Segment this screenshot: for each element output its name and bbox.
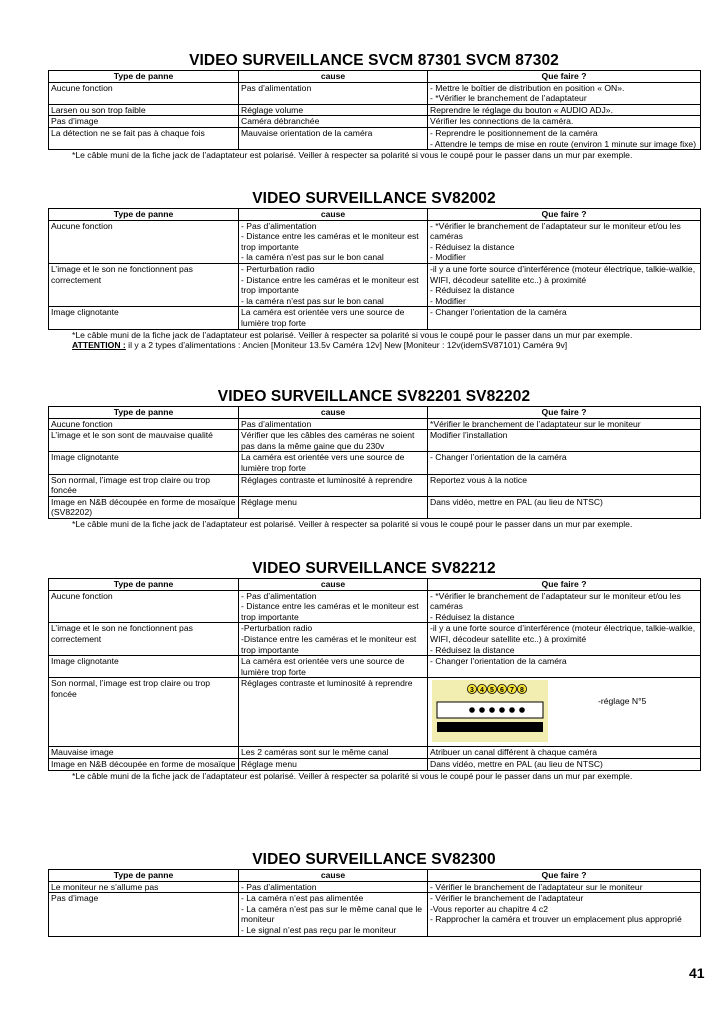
cell-line: -Distance entre les caméras et le moniteur est trop importante (241, 633, 419, 655)
action-cell (428, 758, 701, 770)
table-row (49, 590, 701, 623)
cause-cell (239, 496, 428, 518)
cell-line: - Vérifier le branchement de l’adaptateur sur le moniteur (430, 881, 643, 892)
polarity-note: *Le câble muni de la fiche jack de l’adaptateur est polarisé. Veiller à respecter sa polarité si vous le coupé pour le passer dans un mur par exemple. (72, 150, 633, 161)
action-cell (428, 82, 701, 104)
section-title: VIDEO SURVEILLANCE SV82002 (252, 190, 496, 207)
dip-number-label: 6 (500, 687, 504, 695)
fault-cell (49, 430, 239, 452)
cell-line: Vérifier que les câbles des caméras ne soient pas dans la même gaine que du 230v (241, 430, 417, 451)
fault-cell (49, 116, 239, 128)
polarity-note: *Le câble muni de la fiche jack de l’adaptateur est polarisé. Veiller à respecter sa polarité si vous le coupé pour le passer dans un mur par exemple. (72, 329, 633, 340)
header-cause: cause (239, 209, 428, 221)
cell-line: Aucune fonction (51, 590, 113, 601)
table-row (49, 82, 701, 104)
cause-cell (239, 590, 428, 623)
header-type: Type de panne (49, 71, 239, 83)
cell-line: - Mettre le boîtier de distribution en position « ON». (430, 82, 625, 93)
cell-line: La détection ne se fait pas à chaque fois (51, 127, 205, 138)
cell-line: L’image et le son sont de mauvaise qualité (51, 430, 213, 441)
cell-line: Réglage menu (241, 496, 297, 507)
fault-cell (49, 881, 239, 893)
dip-switch-dot (489, 708, 495, 714)
cell-line: Modifier l’installation (430, 430, 508, 441)
cell-line: Dans vidéo, mettre en PAL (au lieu de NTSC) (430, 758, 603, 769)
cause-cell (239, 263, 428, 306)
dip-base-bar (437, 722, 543, 732)
cell-line: - Distance entre les caméras et le moniteur est trop importante (241, 274, 422, 296)
table-row (49, 496, 701, 518)
cell-line: - Réduisez la distance (430, 241, 515, 252)
table-header-row (49, 71, 701, 83)
cell-line: - Le signal n’est pas reçu par le moniteur (241, 924, 397, 935)
fault-cell (49, 307, 239, 329)
cause-cell (239, 452, 428, 474)
dip-switch-dot (499, 708, 505, 714)
cell-line: L’image et le son ne fonctionnent pas correctement (51, 623, 196, 644)
header-action: Que faire ? (428, 407, 701, 419)
fault-cell (49, 220, 239, 263)
table-row (49, 758, 701, 770)
cause-cell (239, 116, 428, 128)
action-cell (428, 623, 701, 656)
attention-note (48, 340, 700, 351)
cell-line: - Réduisez la distance (430, 285, 515, 296)
cell-line: - Distance entre les caméras et le moniteur est trop importante (241, 601, 422, 622)
action-cell (428, 307, 701, 329)
action-cell (428, 418, 701, 430)
fault-cell (49, 452, 239, 474)
cell-line: - Perturbation radio (241, 263, 315, 274)
cell-line: La caméra est orientée vers une source de lumière trop forte (241, 307, 407, 328)
cell-line: - Changer l’orientation de la caméra (430, 656, 567, 667)
action-cell (428, 496, 701, 518)
cause-cell (239, 747, 428, 759)
cause-cell (239, 418, 428, 430)
cell-line: - Rapprocher la caméra et trouver un emplacement plus approprié (430, 914, 682, 925)
cell-line: Image clignotante (51, 307, 119, 318)
cell-line: - Pas d’alimentation (241, 220, 317, 231)
cell-line: - Réduisez la distance (430, 611, 515, 622)
cell-line: Aucune fonction (51, 220, 113, 231)
header-type: Type de panne (49, 870, 239, 882)
fault-cell (49, 893, 239, 936)
action-cell (428, 220, 701, 263)
header-cause: cause (239, 579, 428, 591)
table-row (49, 452, 701, 474)
table-row (49, 678, 701, 747)
header-type: Type de panne (49, 407, 239, 419)
dip-number-label: 5 (490, 687, 494, 695)
cell-line: - Modifier (430, 295, 466, 306)
troubleshooting-table (48, 208, 701, 330)
cell-line: Réglage volume (241, 104, 304, 115)
dip-switch-dot (479, 708, 485, 714)
dip-switch-svg (432, 680, 548, 742)
cause-cell (239, 104, 428, 116)
dip-number-label: 4 (480, 687, 484, 695)
cell-line: Image en N&B découpée en forme de mosaïque (SV82202) (51, 496, 238, 518)
cell-line: L’image et le son ne fonctionnent pas correctement (51, 263, 196, 285)
dip-number-label: 8 (520, 687, 524, 695)
dip-switch-diagram (432, 680, 548, 742)
cause-cell (239, 430, 428, 452)
cell-line: - *Vérifier le branchement de l’adaptateur sur le moniteur et/ou les caméras (430, 590, 684, 612)
table-row (49, 104, 701, 116)
cell-line: Pas d’alimentation (241, 82, 312, 93)
table-header-row (49, 407, 701, 419)
cell-line: Le moniteur ne s’allume pas (51, 881, 159, 892)
table-row (49, 263, 701, 306)
header-action: Que faire ? (428, 579, 701, 591)
cell-line: Dans vidéo, mettre en PAL (au lieu de NTSC) (430, 496, 603, 507)
cell-line: - *Vérifier le branchement de l’adaptateur sur le moniteur et/ou les caméras (430, 220, 684, 242)
header-action: Que faire ? (428, 71, 701, 83)
table-row (49, 623, 701, 656)
cell-line: Mauvaise image (51, 747, 114, 758)
troubleshooting-table (48, 578, 701, 771)
cause-cell (239, 881, 428, 893)
cell-line: Réglages contraste et luminosité à reprendre (241, 474, 413, 485)
table-row (49, 127, 701, 149)
table-row (49, 474, 701, 496)
header-action: Que faire ? (428, 209, 701, 221)
cell-line: - La caméra n’est pas alimentée (241, 893, 364, 904)
cause-cell (239, 758, 428, 770)
cause-cell (239, 220, 428, 263)
action-cell (428, 430, 701, 452)
fault-cell (49, 758, 239, 770)
section-sv82002 (48, 190, 700, 351)
cell-line: - Pas d’alimentation (241, 590, 317, 601)
cell-line: Image clignotante (51, 656, 119, 667)
fault-cell (49, 496, 239, 518)
troubleshooting-table (48, 70, 701, 150)
cell-line: -Perturbation radio (241, 623, 313, 634)
table-row (49, 418, 701, 430)
action-cell (428, 116, 701, 128)
action-cell (428, 678, 701, 747)
dip-number-label: 7 (510, 687, 514, 695)
section-sv82300 (48, 851, 700, 937)
cause-cell (239, 678, 428, 747)
cell-line: - Vérifier le branchement de l’adaptateur (430, 893, 584, 904)
dip-setting-label: -réglage N°5 (598, 696, 647, 707)
fault-cell (49, 418, 239, 430)
action-cell (428, 656, 701, 678)
cell-line: Son normal, l’image est trop claire ou trop foncée (51, 474, 213, 496)
cause-cell (239, 893, 428, 936)
table-row (49, 656, 701, 678)
action-cell (428, 104, 701, 116)
cell-line: - *Vérifier le branchement de l’adaptateur (430, 93, 587, 104)
header-cause: cause (239, 71, 428, 83)
table-row (49, 881, 701, 893)
troubleshooting-table (48, 406, 701, 519)
action-cell (428, 590, 701, 623)
cause-cell (239, 82, 428, 104)
cell-line: Caméra débranchée (241, 116, 320, 127)
table-header-row (49, 579, 701, 591)
header-cause: cause (239, 870, 428, 882)
action-cell (428, 747, 701, 759)
cell-line: - La caméra n’est pas sur le même canal que le moniteur (241, 903, 425, 925)
cell-line: Vérifier les connections de la caméra. (430, 116, 574, 127)
cell-line: - la caméra n’est pas sur le bon canal (241, 295, 384, 306)
cell-line: Aucune fonction (51, 418, 113, 429)
cell-line: - Distance entre les caméras et le moniteur est trop importante (241, 231, 422, 252)
cell-line: Image clignotante (51, 452, 119, 463)
cell-line: - Changer l’orientation de la caméra (430, 307, 567, 318)
cell-line: -il y a une forte source d’interférence (moteur électrique, talkie-walkie, WIFI, décodeur satellite etc..) à proximité (430, 623, 698, 644)
cell-line: Larsen ou son trop faible (51, 104, 146, 115)
cell-line: - Modifier (430, 252, 466, 263)
cell-line: Image en N&B découpée en forme de mosaïque (51, 758, 236, 769)
fault-cell (49, 82, 239, 104)
cell-line: La caméra est orientée vers une source de lumière trop forte (241, 452, 407, 473)
cause-cell (239, 474, 428, 496)
fault-cell (49, 474, 239, 496)
fault-cell (49, 127, 239, 149)
cause-cell (239, 623, 428, 656)
action-cell (428, 127, 701, 149)
fault-cell (49, 678, 239, 747)
section-title: VIDEO SURVEILLANCE SV82201 SV82202 (217, 388, 531, 405)
action-cell (428, 263, 701, 306)
fault-cell (49, 104, 239, 116)
cell-line: *Vérifier le branchement de l’adaptateur sur le moniteur (430, 418, 641, 429)
page-number: 41 (689, 965, 705, 981)
section-sv82201 (48, 388, 700, 530)
cell-line: - Reprendre le positionnement de la caméra (430, 127, 598, 138)
header-type: Type de panne (49, 579, 239, 591)
cause-cell (239, 656, 428, 678)
cell-line: - Réduisez la distance (430, 644, 515, 655)
cause-cell (239, 307, 428, 329)
cell-line: -Vous reporter au chapitre 4 c2 (430, 903, 548, 914)
cell-line: Son normal, l’image est trop claire ou trop foncée (51, 678, 213, 699)
header-cause: cause (239, 407, 428, 419)
table-row (49, 220, 701, 263)
fault-cell (49, 590, 239, 623)
cell-line: Pas d’image (51, 116, 99, 127)
fault-cell (49, 263, 239, 306)
table-row (49, 307, 701, 329)
dip-switch-dot (519, 708, 525, 714)
cell-line: - Attendre le temps de mise en route (environ 1 minute sur image fixe) (430, 138, 697, 149)
table-row (49, 747, 701, 759)
fault-cell (49, 656, 239, 678)
header-action: Que faire ? (428, 870, 701, 882)
fault-cell (49, 623, 239, 656)
cell-line: - la caméra n’est pas sur le bon canal (241, 252, 384, 263)
table-header-row (49, 209, 701, 221)
action-cell (428, 452, 701, 474)
table-header-row (49, 870, 701, 882)
cell-line: Reprendre le réglage du bouton « AUDIO ADJ». (430, 104, 613, 115)
cell-line: Reportez vous à la notice (430, 474, 527, 485)
attention-text: il y a 2 types d’alimentations : Ancien [Moniteur 13.5v Caméra 12v] New [Moniteur : 12v(idemSV87101) Caméra 9v] (125, 340, 568, 351)
cell-line: Mauvaise orientation de la caméra (241, 127, 373, 138)
polarity-note: *Le câble muni de la fiche jack de l’adaptateur est polarisé. Veiller à respecter sa polarité si vous le coupé pour le passer dans un mur par exemple. (72, 770, 633, 781)
dip-number-label: 3 (470, 687, 474, 695)
polarity-note: *Le câble muni de la fiche jack de l’adaptateur est polarisé. Veiller à respecter sa polarité si vous le coupé pour le passer dans un mur par exemple. (72, 518, 633, 529)
cell-line: Atribuer un canal différent à chaque caméra (430, 747, 598, 758)
attention-label: ATTENTION : (72, 340, 126, 351)
cell-line: Pas d’alimentation (241, 418, 312, 429)
cell-line: Réglages contraste et luminosité à reprendre (241, 678, 413, 689)
section-sv82212 (48, 560, 700, 781)
header-type: Type de panne (49, 209, 239, 221)
action-cell (428, 474, 701, 496)
cell-line: - Pas d’alimentation (241, 881, 317, 892)
action-cell (428, 893, 701, 936)
fault-cell (49, 747, 239, 759)
table-row (49, 893, 701, 936)
table-row (49, 116, 701, 128)
action-cell (428, 881, 701, 893)
dip-switch-dot (509, 708, 515, 714)
section-title: VIDEO SURVEILLANCE SVCM 87301 SVCM 87302 (189, 52, 559, 69)
dip-switch-dot (469, 708, 475, 714)
cell-line: Aucune fonction (51, 82, 113, 93)
section-title: VIDEO SURVEILLANCE SV82300 (252, 851, 496, 868)
cell-line: Pas d’image (51, 893, 99, 904)
troubleshooting-table (48, 869, 701, 937)
cell-line: - Changer l’orientation de la caméra (430, 452, 567, 463)
section-title: VIDEO SURVEILLANCE SV82212 (252, 560, 496, 577)
cell-line: -il y a une forte source d’interférence (moteur électrique, talkie-walkie, WIFI, décodeur satellite etc..) à proximité (430, 263, 698, 285)
section-svcm87301 (48, 52, 700, 161)
table-row (49, 430, 701, 452)
cell-line: Les 2 caméras sont sur le même canal (241, 747, 389, 758)
cause-cell (239, 127, 428, 149)
cell-line: La caméra est orientée vers une source de lumière trop forte (241, 656, 407, 677)
cell-line: Réglage menu (241, 758, 297, 769)
